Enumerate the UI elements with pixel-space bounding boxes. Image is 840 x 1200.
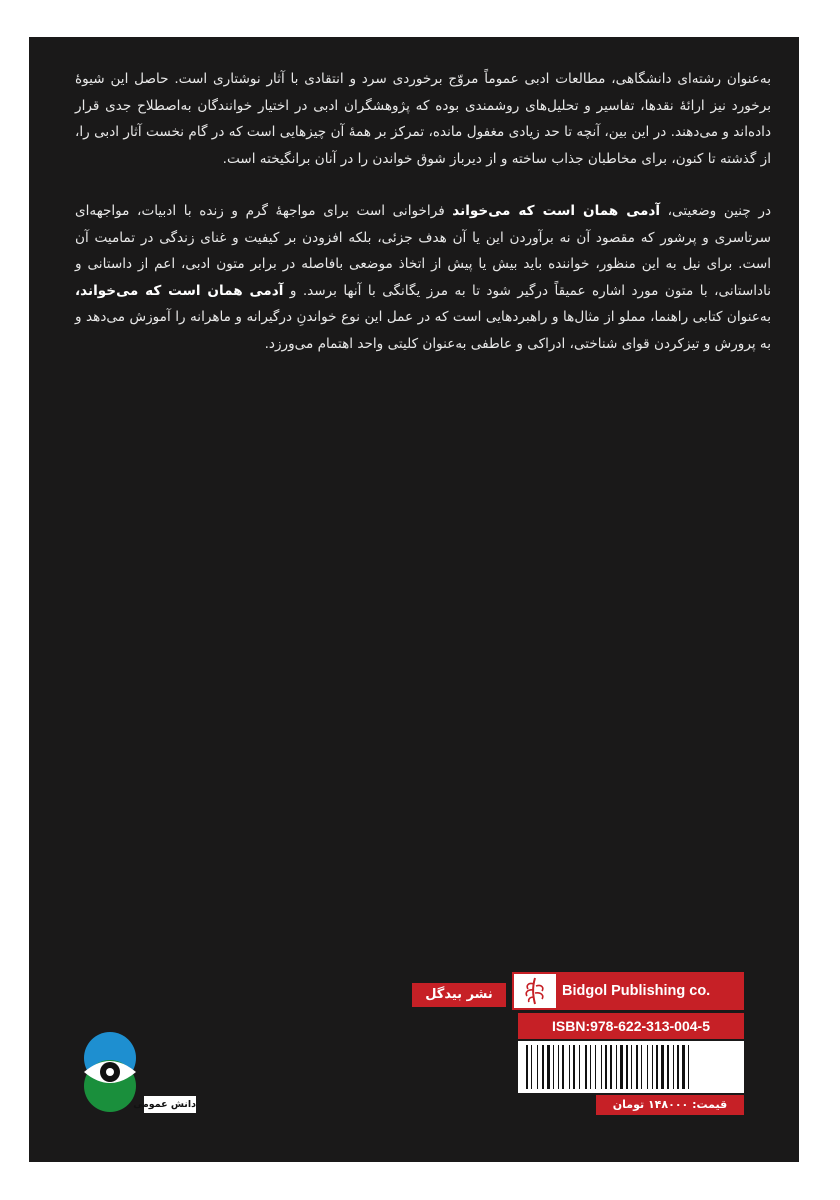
publisher-name-en: Bidgol Publishing co.: [562, 983, 711, 999]
barcode-bar: [590, 1045, 591, 1089]
publisher-name-fa: نشر بیدگل: [412, 983, 506, 1007]
series-label: دانش عمومی: [144, 1096, 196, 1113]
barcode-bar: [688, 1045, 689, 1089]
paragraph-spacer: [75, 172, 771, 198]
barcode-bars: [518, 1041, 744, 1093]
barcode-bar: [641, 1045, 642, 1089]
barcode-bar: [573, 1045, 575, 1089]
series-logo-icon: [80, 1032, 140, 1112]
barcode-bar: [595, 1045, 596, 1089]
barcode-bar: [553, 1045, 554, 1089]
barcode-bar: [601, 1045, 602, 1089]
barcode-bar: [682, 1045, 685, 1089]
barcode-bar: [562, 1045, 564, 1089]
eye-icon: [80, 1032, 140, 1112]
barcode-bar: [579, 1045, 580, 1089]
barcode-bar: [661, 1045, 664, 1089]
blurb-paragraph-1: به‌عنوان رشته‌ای دانشگاهی، مطالعات ادبی عموماً مروّج برخوردی سرد و انتقادی با آثار نوشتاری است. حاصل این شیوهٔ برخورد نیز ارائهٔ نقدها، تفاسیر و تحلیل‌های روشمندی بوده که پژوهشگران ادبی در اختیار خوانندگان به‌اصطلاح جدی قرار داده‌اند و می‌دهند. در این بین، آنچه تا حد زیادی مغفول مانده، تمرکز بر همهٔ آن چیزهایی است که در گام نخست آثار ادبی را، از گذشته تا کنون، برای مخاطبان جذاب ساخته و از دیرباز شوق خواندن را در آنان برانگیخته است.: [75, 71, 771, 167]
barcode-bar: [667, 1045, 669, 1089]
barcode-bar: [673, 1045, 674, 1089]
barcode-bar: [547, 1045, 550, 1089]
barcode-bar: [631, 1045, 632, 1089]
barcode-bar: [626, 1045, 628, 1089]
barcode-bar: [605, 1045, 607, 1089]
book-title-mention-2: آدمی همان است که می‌خواند،: [75, 282, 284, 299]
barcode-bar: [610, 1045, 612, 1089]
publisher-logo-icon: [512, 972, 558, 1010]
barcode-bar: [652, 1045, 653, 1089]
barcode-bar: [558, 1045, 559, 1089]
barcode-bar: [585, 1045, 587, 1089]
barcode-bar: [542, 1045, 544, 1089]
price-label: قیمت: ۱۴۸۰۰۰ تومان: [596, 1095, 744, 1115]
isbn-label: ISBN:978-622-313-004-5: [518, 1013, 744, 1039]
book-title-mention: آدمی همان است که می‌خواند: [452, 203, 661, 219]
barcode-bar: [656, 1045, 658, 1089]
barcode-bar: [616, 1045, 617, 1089]
blurb-text: [75, 66, 771, 357]
barcode-bar: [620, 1045, 623, 1089]
barcode-bar: [677, 1045, 679, 1089]
willow-leaf-icon: [514, 974, 556, 1008]
paragraph-2-text-c: به‌عنوان کتابی راهنما، مملو از مثال‌ها و راهبردهایی است که در عمل این نوع خواندنِ درگیرانه و ماهرانه را آموزش می‌دهد و به پرورش و تیزکردن قوای شناختی، ادراکی و عاطفی به‌عنوان کلیتی واحد اهتمام می‌ورزد.: [75, 309, 771, 352]
paragraph-2-text-a: در چنین وضعیتی،: [660, 203, 772, 219]
paragraph-2-text-b: فراخوانی است برای مواجههٔ گرم و زنده با ادبیات، مواجهه‌ای سرتاسری و پرشور که مقصود آن نه برآوردن این یا آن هدف جزئی، بلکه افزودن بر کیفیت و غنای زندگی در تمامیت آن است. برای نیل به این منظور، خواننده باید بیش یا پیش از اتخاذ موضعی بافاصله در برابر متون ادبی، اعم از داستانی و ناداستانی، با متون مورد اشاره عمیقاً درگیر شود تا به مرز یگانگی با آنها برسد. و: [75, 203, 771, 299]
blurb-paragraph-2: [75, 198, 771, 357]
barcode-bar: [531, 1045, 532, 1089]
barcode-bar: [526, 1045, 528, 1089]
barcode-bar: [636, 1045, 638, 1089]
barcode-bar: [647, 1045, 648, 1089]
barcode-bar: [537, 1045, 538, 1089]
barcode: [518, 1041, 744, 1093]
publisher-brand: [512, 972, 744, 1010]
barcode-bar: [569, 1045, 570, 1089]
